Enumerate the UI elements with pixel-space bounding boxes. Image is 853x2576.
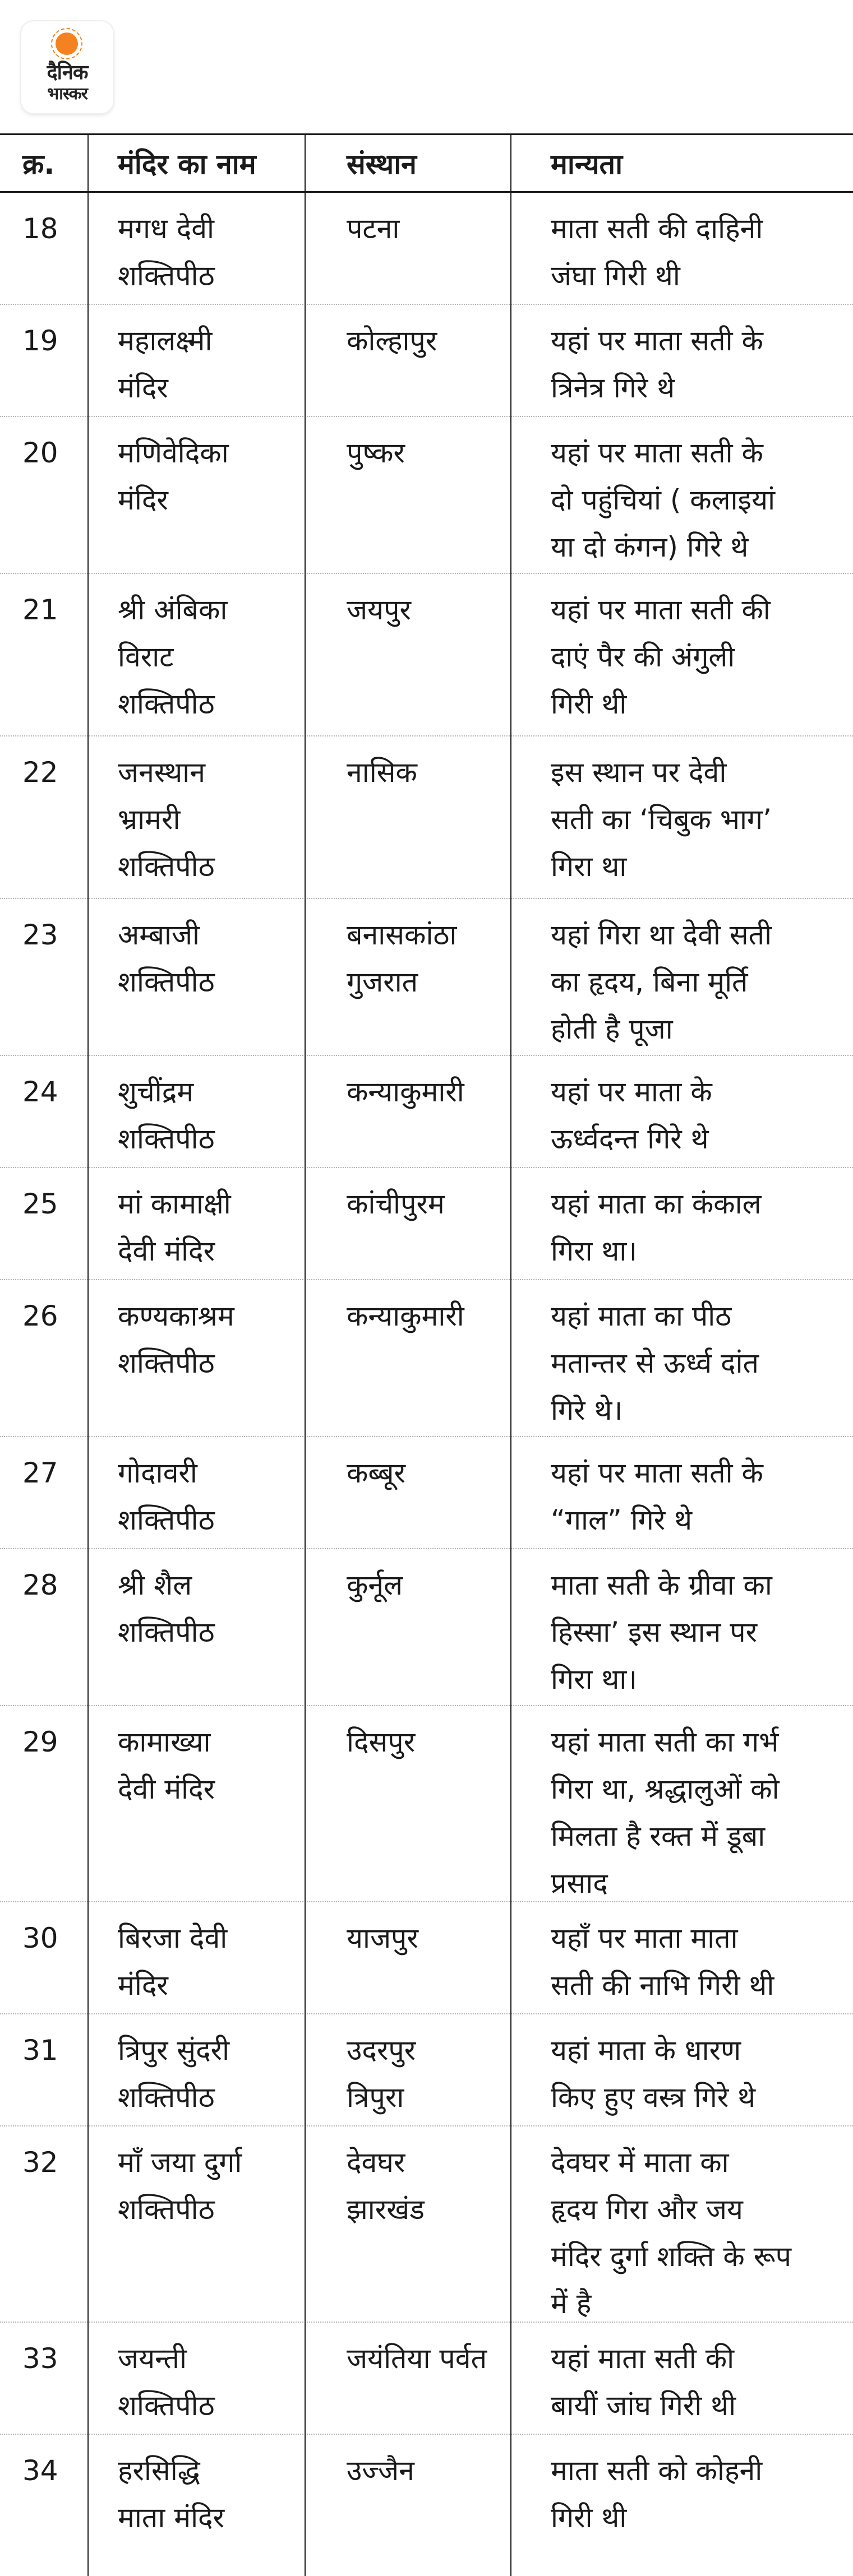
institution: जयपुर xyxy=(347,594,411,626)
belief: यहां पर माता सती के “गाल” गिरे थे xyxy=(551,1457,763,1536)
belief: यहां माता सती की बायीं जांघ गिरी थी xyxy=(551,2342,736,2422)
row-number: 23 xyxy=(22,919,58,951)
belief: यहां गिरा था देवी सती का हृदय, बिना मूर्ति होती है पूजा xyxy=(551,919,772,1045)
row-number: 22 xyxy=(22,756,58,789)
sun-icon xyxy=(56,33,78,55)
temple-name: मां कामाक्षी देवी मंदिर xyxy=(118,1188,231,1267)
temple-name: मगध देवी शक्तिपीठ xyxy=(118,212,215,292)
temple-name: महालक्ष्मी मंदिर xyxy=(118,325,213,404)
row-number: 25 xyxy=(22,1188,58,1220)
institution: कोल्हापुर xyxy=(347,325,437,357)
row-number: 21 xyxy=(22,594,58,626)
row-number: 24 xyxy=(22,1076,58,1108)
institution: कब्बूर xyxy=(347,1457,405,1489)
temple-name: त्रिपुर सुंदरी शक्तिपीठ xyxy=(118,2034,230,2114)
shaktipeeth-table xyxy=(0,133,853,2547)
temple-name: कण्यकाश्रम शक्तिपीठ xyxy=(118,1300,234,1379)
belief: इस स्थान पर देवी सती का ‘चिबुक भाग’ गिरा था xyxy=(551,756,772,883)
table-row xyxy=(0,736,853,899)
belief: माता सती के ग्रीवा का हिस्सा’ इस स्थान पर गिरा था। xyxy=(551,1569,772,1695)
institution: कन्याकुमारी xyxy=(347,1300,464,1332)
temple-name: गोदावरी शक्तिपीठ xyxy=(118,1457,215,1536)
belief: माता सती को कोहनी गिरी थी xyxy=(551,2454,763,2534)
table-row xyxy=(0,193,853,305)
belief: माता सती की दाहिनी जंघा गिरी थी xyxy=(551,212,763,292)
institution: जयंतिया पर्वत xyxy=(347,2342,487,2375)
belief: यहां पर माता सती के दो पहुंचियां ( कलाइयां या दो कंगन) गिरे थे xyxy=(551,437,776,563)
table-row xyxy=(0,1280,853,1437)
row-number: 32 xyxy=(22,2146,58,2179)
header-institution: संस्थान xyxy=(347,148,417,180)
table-row xyxy=(0,2323,853,2435)
table-row xyxy=(0,2435,853,2547)
belief: यहां पर माता के ऊर्ध्वदन्त गिरे थे xyxy=(551,1076,712,1155)
row-number: 19 xyxy=(22,325,58,357)
institution: कांचीपुरम xyxy=(347,1188,445,1220)
institution: देवघर झारखंड xyxy=(347,2146,425,2226)
institution: पुष्कर xyxy=(347,437,405,469)
institution: उज्जैन xyxy=(347,2454,414,2487)
dainik-bhaskar-logo xyxy=(21,21,113,113)
belief: यहां माता के धारण किए हुए वस्त्र गिरे थे xyxy=(551,2034,756,2114)
temple-name: मणिवेदिका मंदिर xyxy=(118,437,229,516)
temple-name: जनस्थान भ्रामरी शक्तिपीठ xyxy=(118,756,215,883)
table-row xyxy=(0,574,853,736)
row-number: 33 xyxy=(22,2342,58,2375)
logo-line-1: दैनिक xyxy=(47,61,88,84)
row-number: 26 xyxy=(22,1300,58,1332)
table-row xyxy=(0,1549,853,1706)
header-number: क्र. xyxy=(22,148,55,180)
institution: कुर्नूल xyxy=(347,1569,403,1601)
header-temple-name: मंदिर का नाम xyxy=(118,148,256,180)
column-divider xyxy=(510,133,511,2576)
table-body xyxy=(0,193,853,2547)
row-number: 27 xyxy=(22,1457,58,1489)
institution: कन्याकुमारी xyxy=(347,1076,464,1108)
institution: पटना xyxy=(347,212,400,245)
table-row xyxy=(0,899,853,1056)
table-row xyxy=(0,1168,853,1280)
belief: यहां माता का कंकाल गिरा था। xyxy=(551,1188,762,1267)
belief: यहां पर माता सती की दाएं पैर की अंगुली गिरी थी xyxy=(551,594,771,720)
table-row xyxy=(0,417,853,574)
temple-name: श्री शैल शक्तिपीठ xyxy=(118,1569,215,1648)
header-belief: मान्यता xyxy=(551,148,623,180)
temple-name: कामाख्या देवी मंदिर xyxy=(118,1726,215,1805)
table-row xyxy=(0,2014,853,2126)
row-number: 28 xyxy=(22,1569,58,1601)
institution: दिसपुर xyxy=(347,1726,416,1758)
temple-name: माँ जया दुर्गा शक्तिपीठ xyxy=(118,2146,242,2226)
belief: देवघर में माता का हृदय गिरा और जय मंदिर दुर्गा शक्ति के रूप में है xyxy=(551,2146,791,2320)
table-row xyxy=(0,1437,853,1549)
temple-name: शुचींद्रम शक्तिपीठ xyxy=(118,1076,215,1155)
row-number: 30 xyxy=(22,1922,58,1954)
row-number: 34 xyxy=(22,2454,58,2487)
column-divider xyxy=(305,133,306,2576)
temple-name: जयन्ती शक्तिपीठ xyxy=(118,2342,215,2422)
table-row xyxy=(0,1056,853,1168)
table-row xyxy=(0,2126,853,2323)
institution: याजपुर xyxy=(347,1922,418,1954)
institution: उदरपुर त्रिपुरा xyxy=(347,2034,416,2114)
belief: यहां पर माता सती के त्रिनेत्र गिरे थे xyxy=(551,325,763,404)
temple-name: अम्बाजी शक्तिपीठ xyxy=(118,919,215,998)
temple-name: श्री अंबिका विराट शक्तिपीठ xyxy=(118,594,228,720)
institution: नासिक xyxy=(347,756,417,789)
belief: यहाँ पर माता माता सती की नाभि गिरी थी xyxy=(551,1922,774,2002)
table-row xyxy=(0,1902,853,2014)
institution: बनासकांठा गुजरात xyxy=(347,919,457,998)
row-number: 20 xyxy=(22,437,58,469)
row-number: 18 xyxy=(22,212,58,245)
table-header xyxy=(0,133,853,193)
row-number: 31 xyxy=(22,2034,58,2067)
belief: यहां माता का पीठ मतान्तर से ऊर्ध्व दांत गिरे थे। xyxy=(551,1300,759,1426)
table-row xyxy=(0,1706,853,1902)
column-divider xyxy=(87,133,89,2576)
belief: यहां माता सती का गर्भ गिरा था, श्रद्धालुओं को मिलता है रक्त में डूबा प्रसाद xyxy=(551,1726,780,1899)
row-number: 29 xyxy=(22,1726,58,1758)
temple-name: हरसिद्धि माता मंदिर xyxy=(118,2454,225,2534)
logo-line-2: भास्कर xyxy=(47,84,87,104)
temple-name: बिरजा देवी मंदिर xyxy=(118,1922,228,2002)
table-row xyxy=(0,305,853,417)
